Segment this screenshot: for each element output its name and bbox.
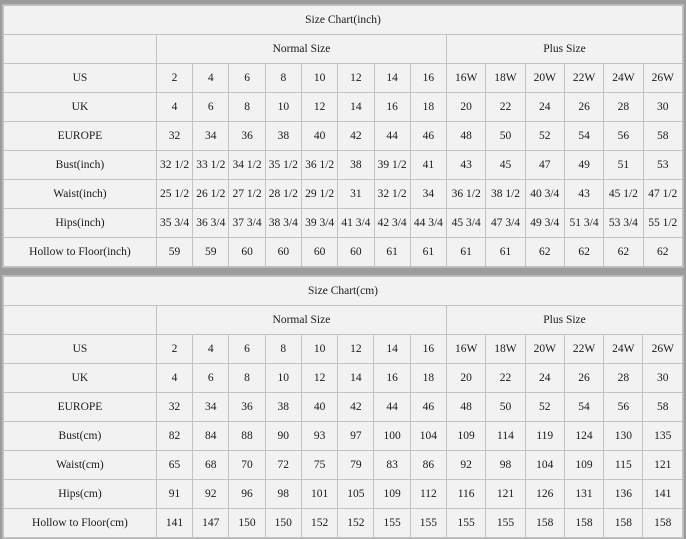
cell: 24W [604, 335, 643, 364]
cell: 34 [193, 393, 229, 422]
cell: 36 3/4 [193, 209, 229, 238]
cell: 6 [193, 93, 229, 122]
cell: 51 3/4 [564, 209, 603, 238]
cell: 150 [229, 509, 265, 538]
cell: 65 [156, 451, 192, 480]
cell: 114 [486, 422, 525, 451]
cell: 45 3/4 [447, 209, 486, 238]
cell: 44 3/4 [410, 209, 446, 238]
size-chart-cm [2, 275, 684, 539]
cell: 59 [193, 238, 229, 267]
group-header-plus: Plus Size [447, 306, 683, 335]
cell: 84 [193, 422, 229, 451]
cell: 26W [643, 64, 682, 93]
cell: 55 1/2 [643, 209, 682, 238]
cell: 158 [604, 509, 643, 538]
cell: 16 [410, 335, 446, 364]
row-label: EUROPE [4, 122, 157, 151]
cell: 158 [564, 509, 603, 538]
cell: 25 1/2 [156, 180, 192, 209]
cell: 62 [643, 238, 682, 267]
cell: 58 [643, 393, 683, 422]
cell: 35 3/4 [156, 209, 192, 238]
cell: 52 [525, 122, 564, 151]
cell: 152 [301, 509, 337, 538]
row-label: Hips(inch) [4, 209, 157, 238]
cell: 6 [229, 335, 265, 364]
cell: 155 [447, 509, 486, 538]
cell: 121 [643, 451, 683, 480]
table-row [4, 209, 683, 238]
cell: 68 [193, 451, 229, 480]
cell: 42 3/4 [374, 209, 410, 238]
cell: 152 [338, 509, 374, 538]
size-chart-cm-table [3, 276, 683, 538]
row-label: Bust(cm) [4, 422, 157, 451]
cell: 34 [410, 180, 446, 209]
cell: 48 [447, 393, 486, 422]
cell: 104 [410, 422, 446, 451]
cell: 93 [301, 422, 337, 451]
cell: 109 [564, 451, 603, 480]
cell: 126 [525, 480, 564, 509]
cell: 150 [265, 509, 301, 538]
cell: 41 [410, 151, 446, 180]
cell: 49 3/4 [525, 209, 564, 238]
cell: 50 [486, 393, 525, 422]
cell: 22 [486, 364, 525, 393]
cell: 2 [156, 64, 192, 93]
cell: 47 [525, 151, 564, 180]
cell: 28 [604, 93, 643, 122]
cell: 4 [193, 64, 229, 93]
cell: 135 [643, 422, 683, 451]
cell: 30 [643, 93, 682, 122]
cell: 10 [301, 64, 337, 93]
cell: 4 [156, 364, 192, 393]
row-label: Hollow to Floor(cm) [4, 509, 157, 538]
cell: 18 [410, 93, 446, 122]
cell: 70 [229, 451, 265, 480]
cell: 98 [486, 451, 525, 480]
cell: 36 1/2 [301, 151, 337, 180]
cell: 38 1/2 [486, 180, 525, 209]
cell: 54 [564, 393, 603, 422]
cell: 8 [265, 64, 301, 93]
cell: 10 [301, 335, 337, 364]
cell: 42 [338, 393, 374, 422]
cell: 54 [564, 122, 603, 151]
cell: 29 1/2 [301, 180, 337, 209]
cell: 121 [486, 480, 525, 509]
cell: 12 [338, 335, 374, 364]
cell: 41 3/4 [338, 209, 374, 238]
row-label: UK [4, 93, 157, 122]
cell: 83 [374, 451, 410, 480]
cell: 2 [156, 335, 192, 364]
cell: 40 3/4 [525, 180, 564, 209]
cell: 61 [447, 238, 486, 267]
cell: 24 [525, 364, 564, 393]
cell: 26 1/2 [193, 180, 229, 209]
cell: 22 [486, 93, 525, 122]
cell: 61 [410, 238, 446, 267]
cell: 27 1/2 [229, 180, 265, 209]
cell: 51 [604, 151, 643, 180]
table-row [4, 151, 683, 180]
chart-title-row [4, 6, 683, 35]
cell: 141 [156, 509, 192, 538]
cell: 131 [564, 480, 603, 509]
cell: 36 [229, 122, 265, 151]
cell: 124 [564, 422, 603, 451]
cell: 10 [265, 364, 301, 393]
cell: 52 [525, 393, 564, 422]
cell: 92 [447, 451, 486, 480]
cell: 48 [447, 122, 486, 151]
cell: 31 [338, 180, 374, 209]
cell: 61 [374, 238, 410, 267]
cell: 62 [564, 238, 603, 267]
table-row [4, 335, 683, 364]
cell: 116 [447, 480, 486, 509]
row-label: EUROPE [4, 393, 157, 422]
cell: 20W [525, 64, 564, 93]
cell: 14 [338, 93, 374, 122]
cell: 155 [486, 509, 525, 538]
cell: 36 1/2 [447, 180, 486, 209]
cell: 24W [604, 64, 643, 93]
cell: 60 [338, 238, 374, 267]
row-label: Waist(cm) [4, 451, 157, 480]
table-row [4, 93, 683, 122]
cell: 43 [447, 151, 486, 180]
cell: 158 [643, 509, 683, 538]
cell: 39 1/2 [374, 151, 410, 180]
row-label: Hips(cm) [4, 480, 157, 509]
chart-title-row [4, 277, 683, 306]
cell: 79 [338, 451, 374, 480]
cell: 91 [156, 480, 192, 509]
cell: 53 3/4 [604, 209, 643, 238]
cell: 28 1/2 [265, 180, 301, 209]
cell: 96 [229, 480, 265, 509]
cell: 60 [229, 238, 265, 267]
table-row [4, 393, 683, 422]
cell: 155 [410, 509, 446, 538]
cell: 37 3/4 [229, 209, 265, 238]
cell: 16 [374, 93, 410, 122]
cell: 40 [301, 393, 337, 422]
row-label: UK [4, 364, 157, 393]
table-row [4, 422, 683, 451]
cell: 32 [156, 122, 192, 151]
cell: 82 [156, 422, 192, 451]
cell: 158 [525, 509, 564, 538]
cell: 18W [486, 64, 525, 93]
cell: 46 [410, 393, 446, 422]
cell: 101 [301, 480, 337, 509]
cell: 34 [193, 122, 229, 151]
cell: 109 [447, 422, 486, 451]
cell: 53 [643, 151, 682, 180]
page-title: Size Chart(inch) [4, 6, 683, 35]
cell: 58 [643, 122, 682, 151]
cell: 46 [410, 122, 446, 151]
row-label: Waist(inch) [4, 180, 157, 209]
cell: 119 [525, 422, 564, 451]
cell: 24 [525, 93, 564, 122]
cell: 92 [193, 480, 229, 509]
cell: 28 [604, 364, 643, 393]
cell: 147 [193, 509, 229, 538]
cell: 12 [338, 64, 374, 93]
cell: 14 [374, 335, 410, 364]
cell: 8 [265, 335, 301, 364]
cell: 32 1/2 [156, 151, 192, 180]
cell: 14 [338, 364, 374, 393]
cell: 62 [604, 238, 643, 267]
cell: 130 [604, 422, 643, 451]
cell: 20 [447, 93, 486, 122]
cell: 47 3/4 [486, 209, 525, 238]
cell: 90 [265, 422, 301, 451]
cell: 109 [374, 480, 410, 509]
cell: 4 [156, 93, 192, 122]
cell: 50 [486, 122, 525, 151]
cell: 112 [410, 480, 446, 509]
cell: 20 [447, 364, 486, 393]
table-row [4, 451, 683, 480]
table-row [4, 509, 683, 538]
row-label: Bust(inch) [4, 151, 157, 180]
cell: 45 [486, 151, 525, 180]
cell: 62 [525, 238, 564, 267]
cell: 45 1/2 [604, 180, 643, 209]
cell: 56 [604, 122, 643, 151]
cell: 88 [229, 422, 265, 451]
cell: 6 [229, 64, 265, 93]
size-chart-inch-table [3, 5, 683, 267]
cell: 34 1/2 [229, 151, 265, 180]
cell: 49 [564, 151, 603, 180]
cell: 60 [301, 238, 337, 267]
cell: 8 [229, 364, 265, 393]
cell: 86 [410, 451, 446, 480]
page-title: Size Chart(cm) [4, 277, 683, 306]
cell: 115 [604, 451, 643, 480]
group-header-plus: Plus Size [447, 35, 683, 64]
cell: 22W [564, 64, 603, 93]
cell: 141 [643, 480, 683, 509]
cell: 30 [643, 364, 683, 393]
cell: 61 [486, 238, 525, 267]
cell: 8 [229, 93, 265, 122]
cell: 10 [265, 93, 301, 122]
cell: 20W [525, 335, 564, 364]
cell: 39 3/4 [301, 209, 337, 238]
group-header-normal: Normal Size [156, 306, 446, 335]
table-row [4, 122, 683, 151]
cell: 136 [604, 480, 643, 509]
cell: 26 [564, 364, 603, 393]
group-header-row [4, 35, 683, 64]
cell: 26W [643, 335, 683, 364]
group-header-normal: Normal Size [156, 35, 446, 64]
cell: 36 [229, 393, 265, 422]
cell: 38 [265, 122, 301, 151]
cell: 26 [564, 93, 603, 122]
table-row [4, 180, 683, 209]
cell: 105 [338, 480, 374, 509]
cell: 47 1/2 [643, 180, 682, 209]
table-row [4, 480, 683, 509]
cell: 35 1/2 [265, 151, 301, 180]
cell: 4 [193, 335, 229, 364]
cell: 56 [604, 393, 643, 422]
cell: 44 [374, 393, 410, 422]
cell: 16 [410, 64, 446, 93]
cell: 43 [564, 180, 603, 209]
cell: 42 [338, 122, 374, 151]
cell: 100 [374, 422, 410, 451]
corner-cell [4, 35, 157, 64]
cell: 97 [338, 422, 374, 451]
cell: 18 [410, 364, 446, 393]
cell: 22W [564, 335, 603, 364]
cell: 60 [265, 238, 301, 267]
size-chart-inch [2, 4, 684, 268]
group-header-row [4, 306, 683, 335]
cell: 104 [525, 451, 564, 480]
cell: 14 [374, 64, 410, 93]
cell: 32 1/2 [374, 180, 410, 209]
cell: 18W [486, 335, 525, 364]
cell: 16 [374, 364, 410, 393]
cell: 32 [156, 393, 192, 422]
cell: 6 [193, 364, 229, 393]
cell: 38 [338, 151, 374, 180]
cell: 155 [374, 509, 410, 538]
cell: 38 [265, 393, 301, 422]
table-row [4, 238, 683, 267]
cell: 59 [156, 238, 192, 267]
cell: 75 [301, 451, 337, 480]
cell: 33 1/2 [193, 151, 229, 180]
row-label: Hollow to Floor(inch) [4, 238, 157, 267]
cell: 38 3/4 [265, 209, 301, 238]
cell: 98 [265, 480, 301, 509]
table-row [4, 364, 683, 393]
table-row [4, 64, 683, 93]
row-label: US [4, 64, 157, 93]
cell: 72 [265, 451, 301, 480]
cell: 12 [301, 93, 337, 122]
row-label: US [4, 335, 157, 364]
corner-cell [4, 306, 157, 335]
cell: 16W [447, 335, 486, 364]
cell: 12 [301, 364, 337, 393]
cell: 44 [374, 122, 410, 151]
cell: 40 [301, 122, 337, 151]
cell: 16W [447, 64, 486, 93]
